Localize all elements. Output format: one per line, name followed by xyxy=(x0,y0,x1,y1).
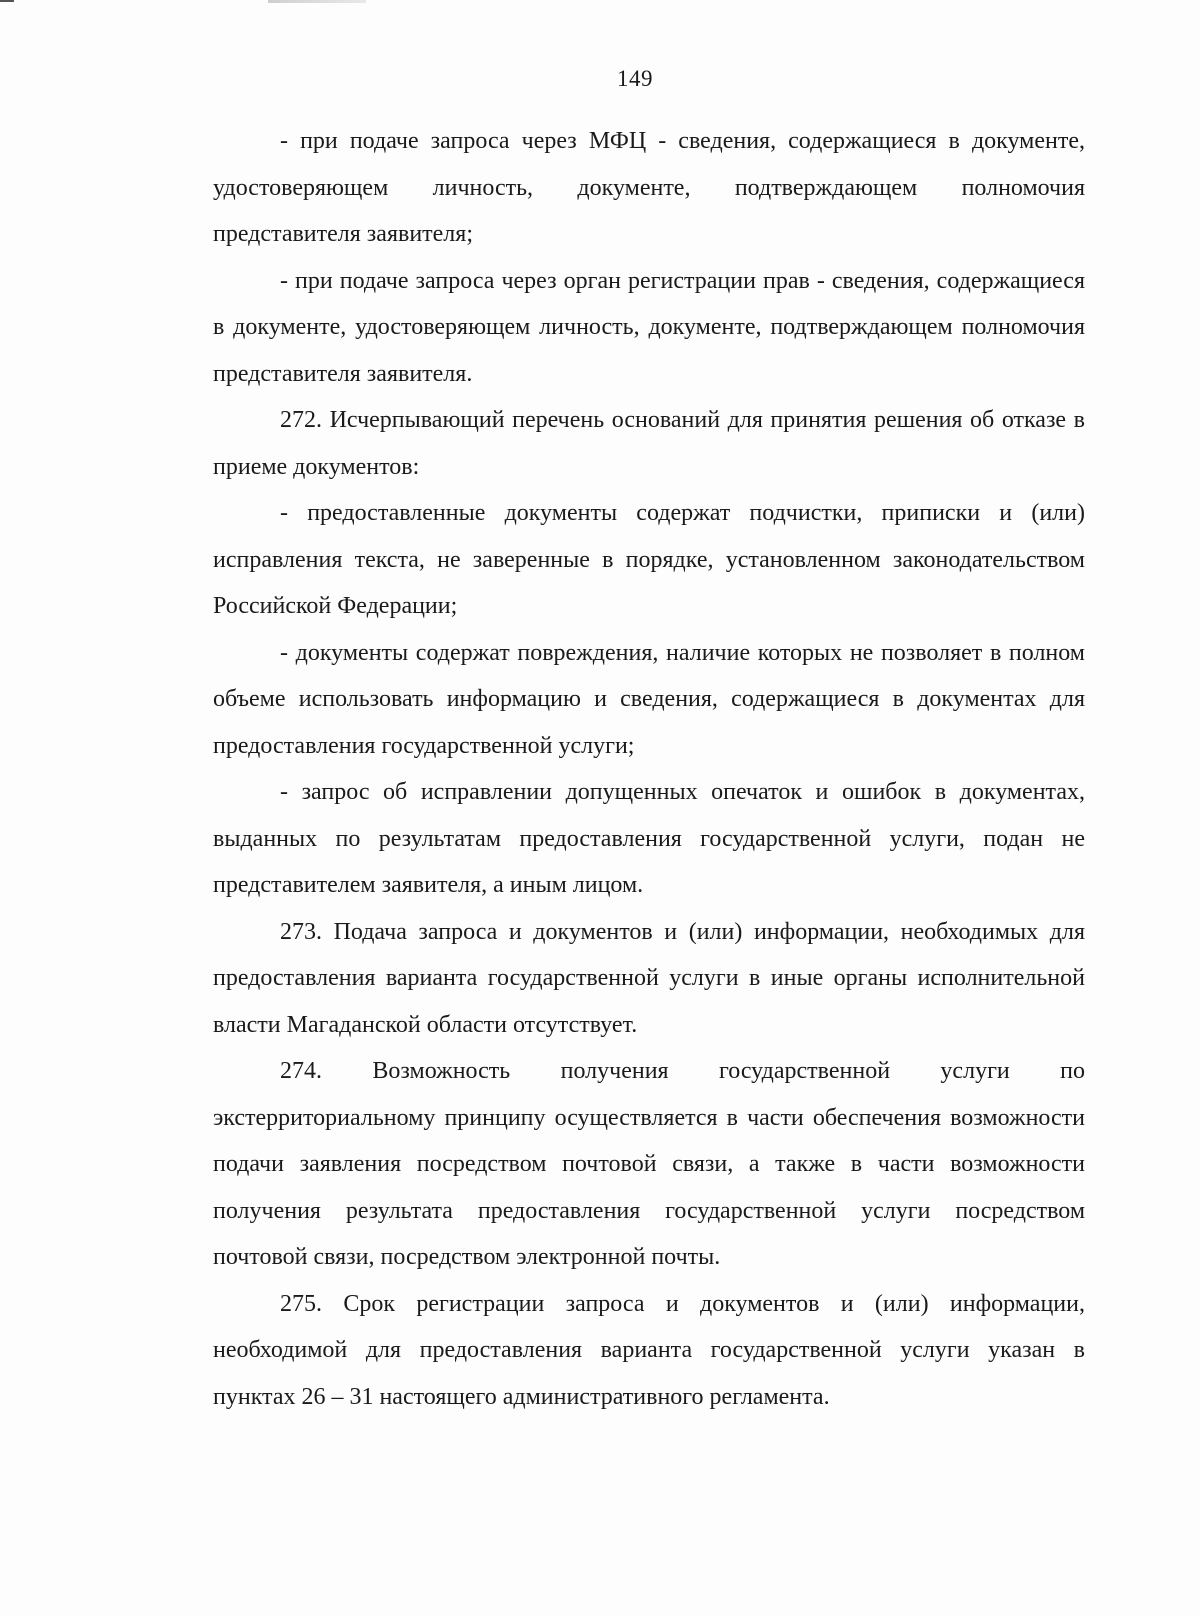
paragraph-272-refusal-grounds: 272. Исчерпывающий перечень оснований для принятия решения об отказе в приеме документов: xyxy=(213,407,1085,480)
paragraph-refusal-ground-erasures: - предоставленные документы содержат подчистки, приписки и (или) исправления текста, не заверенные в порядке, установленном законодательством Российской Федерации; xyxy=(213,500,1085,619)
paragraph-refusal-ground-typo-request: - запрос об исправлении допущенных опечаток и ошибок в документах, выданных по результатам предоставления государственной услуги, подан не представителем заявителя, а иным лицом. xyxy=(213,779,1085,898)
page-number: 149 xyxy=(617,66,653,91)
paragraph-registration-authority-request: - при подаче запроса через орган регистрации прав - сведения, содержащиеся в документе, удостоверяющем личность, документе, подтверждающем полномочия представителя заявителя. xyxy=(213,267,1085,387)
document-body xyxy=(213,118,1085,1420)
paragraph-274-extraterritorial: 274. Возможность получения государственной услуги по экстерриториальному принципу осуществляется в части обеспечения возможности подачи заявления посредством почтовой связи, а также в части возможности получения результата предоставления государственной услуги посредством почтовой связи, посредством электронной почты. xyxy=(213,1058,1085,1270)
paragraph-refusal-ground-damage: - документы содержат повреждения, наличие которых не позволяет в полном объеме использовать информацию и сведения, содержащиеся в документах для предоставления государственной услуги; xyxy=(213,639,1085,759)
paragraph-mfc-request: - при подаче запроса через МФЦ - сведения, содержащиеся в документе, удостоверяющем личность, документе, подтверждающем полномочия представителя заявителя; xyxy=(213,128,1085,247)
paragraph-273-other-authorities: 273. Подача запроса и документов и (или) информации, необходимых для предоставления варианта государственной услуги в иные органы исполнительной власти Магаданской области отсутствует. xyxy=(213,918,1085,1038)
scan-artifact-smudge xyxy=(268,0,366,3)
scan-artifact-mark xyxy=(0,0,14,2)
paragraph-275-registration-term: 275. Срок регистрации запроса и документов и (или) информации, необходимой для предоставления варианта государственной услуги указан в пунктах 26 – 31 настоящего административного регламента. xyxy=(213,1290,1085,1410)
